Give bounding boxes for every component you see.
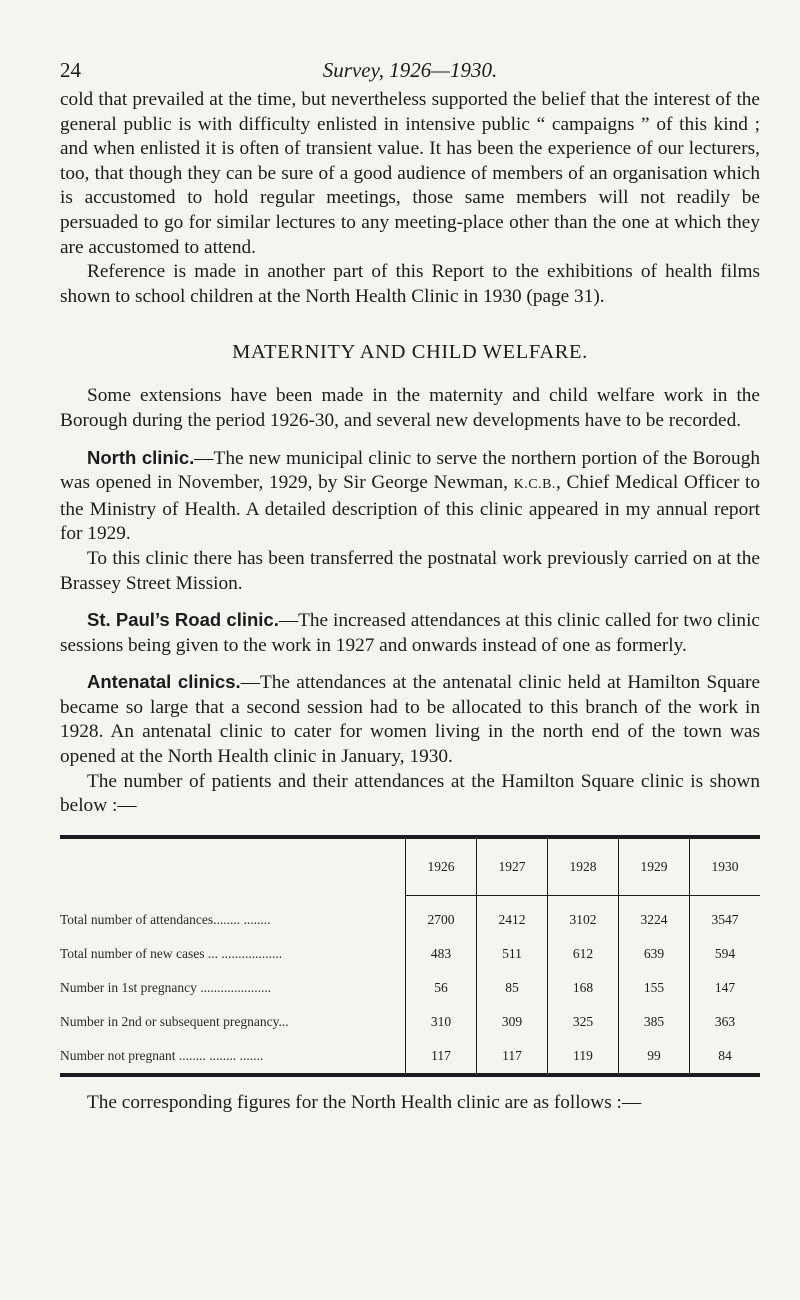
north-clinic-text-before: —The new municipal clinic to serve the northern portion of the Borough was opened in November, 1929, by Sir George Newman,	[60, 447, 760, 494]
year-header: 1928	[548, 837, 619, 896]
north-clinic-text-after: , Chief Medical Officer to the Ministry of Health. A detailed description of this clinic appeared in my annual report for 1929.	[60, 472, 760, 545]
cell-value: 85	[477, 971, 548, 1005]
cell-value: 99	[619, 1039, 690, 1075]
year-header: 1930	[690, 837, 761, 896]
intro-paragraph-1: cold that prevailed at the time, but nevertheless supported the belief that the interest of the general public is with difficulty enlisted in intensive public “ campaigns ” of this kind ; and when enlisted it is often of transient value. It has been the experience of our lecturers, too, that though they can be sure of a good audience of members of an organisation which is accustomed to hold regular meetings, those same members will not readily be persuaded to go for similar lectures to any meeting-place other than the one at which they are accustomed to attend.	[60, 89, 760, 258]
cell-value: 2700	[406, 895, 477, 937]
cell-value: 3224	[619, 895, 690, 937]
row-label: Number not pregnant ........ ........ .......	[60, 1039, 406, 1075]
cell-value: 56	[406, 971, 477, 1005]
cell-value: 325	[548, 1005, 619, 1039]
cell-value: 155	[619, 971, 690, 1005]
st-pauls-paragraph	[60, 608, 760, 658]
row-label: Number in 1st pregnancy .....................	[60, 979, 272, 995]
cell-value: 84	[690, 1039, 761, 1075]
cell-value: 2412	[477, 895, 548, 937]
closing-paragraph: The corresponding figures for the North Health clinic are as follows :—	[87, 1091, 642, 1113]
attendance-table	[60, 835, 760, 1077]
section-heading: MATERNITY AND CHILD WELFARE.	[232, 341, 588, 364]
antenatal-paragraph	[60, 670, 760, 769]
cell-value: 168	[548, 971, 619, 1005]
cell-value: 310	[406, 1005, 477, 1039]
cell-value: 309	[477, 1005, 548, 1039]
cell-value: 117	[477, 1039, 548, 1075]
table-header-row	[60, 837, 760, 896]
cell-value: 3547	[690, 895, 761, 937]
cell-value: 612	[548, 937, 619, 971]
row-label: Total number of attendances........ ........	[60, 911, 271, 927]
table-row	[60, 937, 760, 971]
cell-value: 3102	[548, 895, 619, 937]
page-number: 24	[60, 58, 81, 82]
year-header: 1929	[619, 837, 690, 896]
north-clinic-paragraph-2: To this clinic there has been transferred the postnatal work previously carried on at the Brassey Street Mission.	[60, 547, 760, 594]
running-title: Survey, 1926—1930.	[322, 58, 498, 82]
cell-value: 117	[406, 1039, 477, 1075]
antenatal-run-in: Antenatal clinics.	[87, 671, 241, 693]
row-label: Number in 2nd or subsequent pregnancy...	[60, 1013, 289, 1029]
table-row	[60, 1039, 760, 1075]
antenatal-paragraph-2: The number of patients and their attendances at the Hamilton Square clinic is shown below :—	[60, 770, 760, 817]
st-pauls-run-in: St. Paul’s Road clinic.	[87, 609, 279, 631]
st-pauls-text: —The increased attendances at this clinic called for two clinic sessions being given to the work in 1927 and onwards instead of one as formerly.	[60, 610, 760, 656]
cell-value: 511	[477, 937, 548, 971]
cell-value: 594	[690, 937, 761, 971]
cell-value: 363	[690, 1005, 761, 1039]
page	[60, 58, 760, 1115]
table-label-header	[60, 837, 406, 896]
intro-paragraph-2: Reference is made in another part of this Report to the exhibitions of health films shown to school children at the North Health Clinic in 1930 (page 31).	[60, 261, 760, 307]
year-header: 1926	[406, 837, 477, 896]
year-header: 1927	[477, 837, 548, 896]
north-clinic-honorific: K.C.B.	[513, 477, 556, 493]
cell-value: 147	[690, 971, 761, 1005]
north-clinic-run-in: North clinic.	[87, 446, 195, 468]
row-label: Total number of new cases ... ..................	[60, 945, 283, 961]
table-row	[60, 1005, 760, 1039]
cell-value: 639	[619, 937, 690, 971]
antenatal-text: —The attendances at the antenatal clinic held at Hamilton Square became so large that a second session had to be allocated to this branch of the work in 1928. An antenatal clinic to cater for women living in the north end of the town was opened at the North Health clinic in January, 1930.	[60, 672, 761, 768]
page-header	[60, 58, 760, 88]
north-clinic-paragraph	[60, 446, 760, 547]
table-row	[60, 971, 760, 1005]
section-intro-paragraph: Some extensions have been made in the maternity and child welfare work in the Borough during the period 1926-30, and several new developments have to be recorded.	[60, 385, 760, 431]
cell-value: 483	[406, 937, 477, 971]
cell-value: 385	[619, 1005, 690, 1039]
table-row	[60, 895, 760, 937]
cell-value: 119	[548, 1039, 619, 1075]
